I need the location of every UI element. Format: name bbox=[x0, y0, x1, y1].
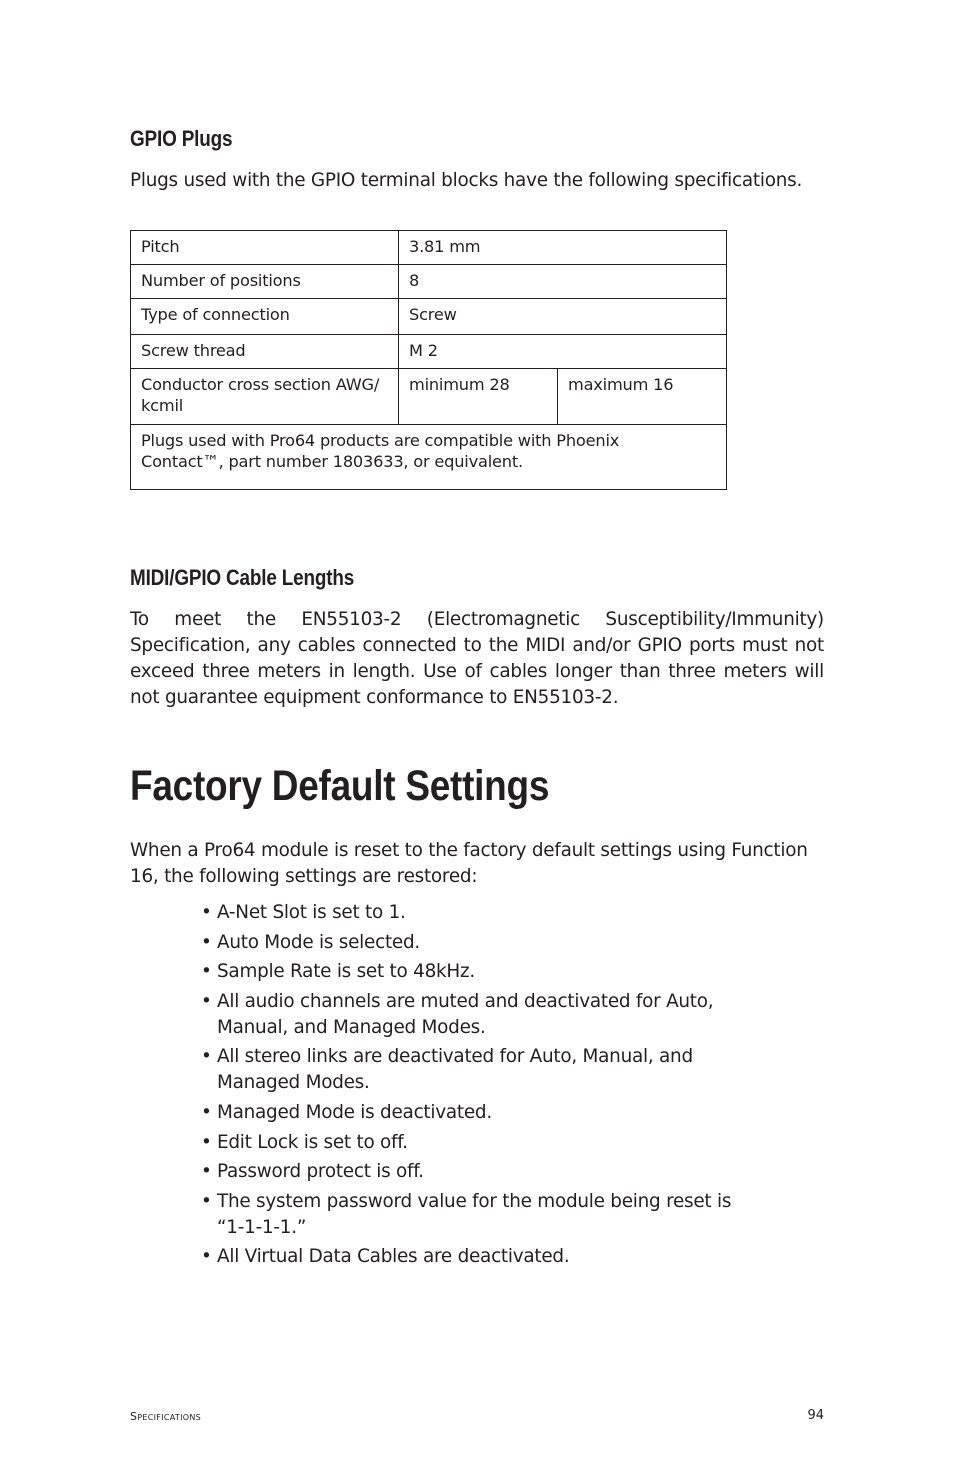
list-item: • Managed Mode is deactivated. bbox=[200, 1100, 760, 1126]
spec-value: 8 bbox=[399, 265, 727, 299]
spec-label: Number of positions bbox=[131, 265, 399, 299]
spec-label: Type of connection bbox=[131, 299, 399, 335]
spec-value: Screw bbox=[399, 299, 727, 335]
list-item: • All audio channels are muted and deactivated for Auto, Manual, and Managed Modes. bbox=[200, 989, 760, 1041]
cable-lengths-body: To meet the EN55103-2 (Electromagnetic Susceptibility/Immunity) Specification, any cables connected to the MIDI and/or GPIO ports must not exceed three meters in length. Use of cables longer than three meters will not guarantee equipment conformance to EN55103-2. bbox=[130, 609, 824, 708]
gpio-plugs-heading: GPIO Plugs bbox=[130, 126, 233, 151]
page-number: 94 bbox=[807, 1408, 824, 1423]
cable-lengths-heading: MIDI/GPIO Cable Lengths bbox=[130, 565, 355, 590]
gpio-plugs-intro: Plugs used with the GPIO terminal blocks have the following specifications. bbox=[130, 170, 803, 191]
spec-max-value: maximum 16 bbox=[558, 369, 727, 425]
factory-defaults-list bbox=[200, 900, 760, 1274]
list-item: • A-Net Slot is set to 1. bbox=[200, 900, 760, 926]
spec-label: Pitch bbox=[131, 231, 399, 265]
spec-label: Conductor cross section AWG/ kcmil bbox=[131, 369, 399, 425]
factory-defaults-title: Factory Default Settings bbox=[130, 762, 550, 810]
footer-section-name: Specifications bbox=[130, 1410, 202, 1423]
table-row bbox=[131, 369, 727, 425]
table-row bbox=[131, 335, 727, 369]
list-item: • All stereo links are deactivated for Auto, Manual, and Managed Modes. bbox=[200, 1044, 760, 1096]
spec-label: Screw thread bbox=[131, 335, 399, 369]
list-item: • Password protect is off. bbox=[200, 1159, 760, 1185]
gpio-spec-table bbox=[130, 230, 727, 490]
table-row bbox=[131, 231, 727, 265]
spec-value: M 2 bbox=[399, 335, 727, 369]
list-item: • Sample Rate is set to 48kHz. bbox=[200, 959, 760, 985]
spec-value: 3.81 mm bbox=[399, 231, 727, 265]
list-item: • All Virtual Data Cables are deactivated. bbox=[200, 1244, 760, 1270]
table-row bbox=[131, 425, 727, 490]
list-item: • The system password value for the module being reset is “1-1-1-1.” bbox=[200, 1189, 760, 1241]
table-row bbox=[131, 265, 727, 299]
list-item: • Auto Mode is selected. bbox=[200, 930, 760, 956]
table-row bbox=[131, 299, 727, 335]
compatibility-note: Plugs used with Pro64 products are compatible with Phoenix Contact™, part number 1803633, or equivalent. bbox=[131, 425, 727, 490]
list-item: • Edit Lock is set to off. bbox=[200, 1130, 760, 1156]
factory-defaults-intro: When a Pro64 module is reset to the factory default settings using Function 16, the following settings are restored: bbox=[130, 840, 808, 887]
spec-min-value: minimum 28 bbox=[399, 369, 558, 425]
